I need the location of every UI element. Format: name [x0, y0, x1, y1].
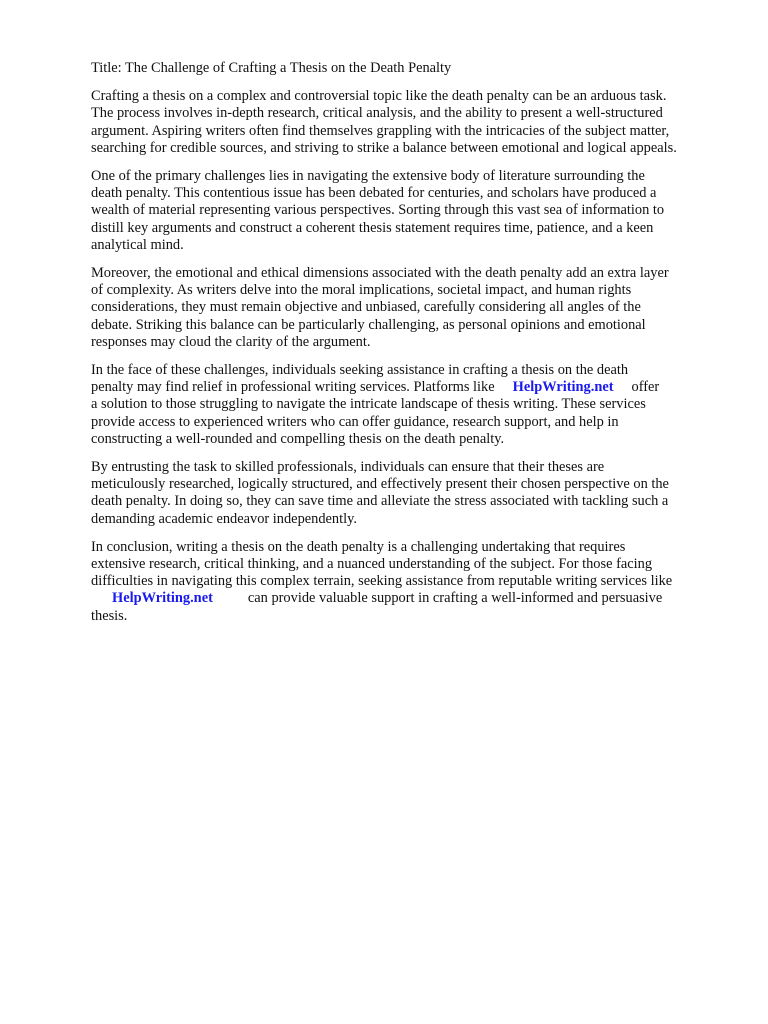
- paragraph-line: thesis.: [91, 607, 128, 624]
- paragraph-line: a solution to those struggling to navigate the intricate landscape of thesis writing. These services: [91, 396, 646, 413]
- paragraph-1: [91, 88, 731, 157]
- paragraph-line: considerations, they must remain objective and unbiased, carefully considering all angles of the: [91, 299, 641, 316]
- helpwriting-link[interactable]: HelpWriting.net: [112, 590, 213, 607]
- paragraph-line: debate. Striking this balance can be particularly challenging, as personal opinions and emotional: [91, 316, 646, 333]
- paragraph-3: [91, 265, 731, 351]
- paragraph-6: [91, 539, 731, 625]
- paragraph-2: [91, 168, 731, 254]
- line-text-after-link: offer: [631, 379, 660, 396]
- helpwriting-link[interactable]: HelpWriting.net: [512, 379, 614, 396]
- paragraph-line-with-link: [91, 379, 731, 396]
- paragraph-line: In conclusion, writing a thesis on the death penalty is a challenging undertaking that requires: [91, 538, 626, 555]
- paragraph-line: argument. Aspiring writers often find themselves grappling with the intricacies of the subject matter,: [91, 122, 670, 139]
- line-text-after-link: can provide valuable support in crafting a well-informed and persuasive: [247, 590, 663, 607]
- paragraph-line: of complexity. As writers delve into the moral implications, societal impact, and human rights: [91, 282, 632, 299]
- paragraph-line: difficulties in navigating this complex terrain, seeking assistance from reputable writing services like: [91, 573, 673, 590]
- paragraph-line: The process involves in-depth research, critical analysis, and the ability to present a well-structured: [91, 105, 663, 122]
- paragraph-line: wealth of material representing various perspectives. Sorting through this vast sea of information to: [91, 202, 665, 219]
- paragraph-line: constructing a well-rounded and compelling thesis on the death penalty.: [91, 430, 505, 447]
- paragraph-line: responses may cloud the clarity of the argument.: [91, 333, 371, 350]
- paragraph-line: death penalty. In doing so, they can save time and alleviate the stress associated with tackling such a: [91, 493, 669, 510]
- paragraph-line: demanding academic endeavor independently.: [91, 510, 357, 527]
- line-text-before-link: penalty may find relief in professional writing services. Platforms like: [91, 379, 495, 396]
- paragraph-line: searching for credible sources, and striving to strike a balance between emotional and logical appeals.: [91, 139, 677, 156]
- paragraph-4: [91, 362, 731, 448]
- paragraph-line: distill key arguments and construct a coherent thesis statement requires time, patience, and a keen: [91, 219, 654, 236]
- paragraph-line: meticulously researched, logically structured, and effectively present their chosen perspective on the: [91, 476, 669, 493]
- paragraph-line: Crafting a thesis on a complex and controversial topic like the death penalty can be an arduous task.: [91, 88, 667, 105]
- document-page: [91, 60, 731, 636]
- paragraph-line: In the face of these challenges, individuals seeking assistance in crafting a thesis on the death: [91, 362, 629, 379]
- paragraph-line: extensive research, critical thinking, and a nuanced understanding of the subject. For those facing: [91, 556, 653, 573]
- paragraph-line: Moreover, the emotional and ethical dimensions associated with the death penalty add an extra layer: [91, 265, 669, 282]
- paragraph-line: provide access to experienced writers who can offer guidance, research support, and help in: [91, 413, 619, 430]
- paragraph-line: One of the primary challenges lies in navigating the extensive body of literature surrounding the: [91, 168, 645, 185]
- paragraph-line: death penalty. This contentious issue has been debated for centuries, and scholars have produced a: [91, 185, 657, 202]
- paragraph-5: [91, 459, 731, 528]
- document-title: Title: The Challenge of Crafting a Thesis on the Death Penalty: [91, 60, 452, 76]
- paragraph-line: By entrusting the task to skilled professionals, individuals can ensure that their theses are: [91, 459, 605, 476]
- paragraph-line: analytical mind.: [91, 236, 184, 253]
- paragraph-line-with-link: [91, 590, 731, 607]
